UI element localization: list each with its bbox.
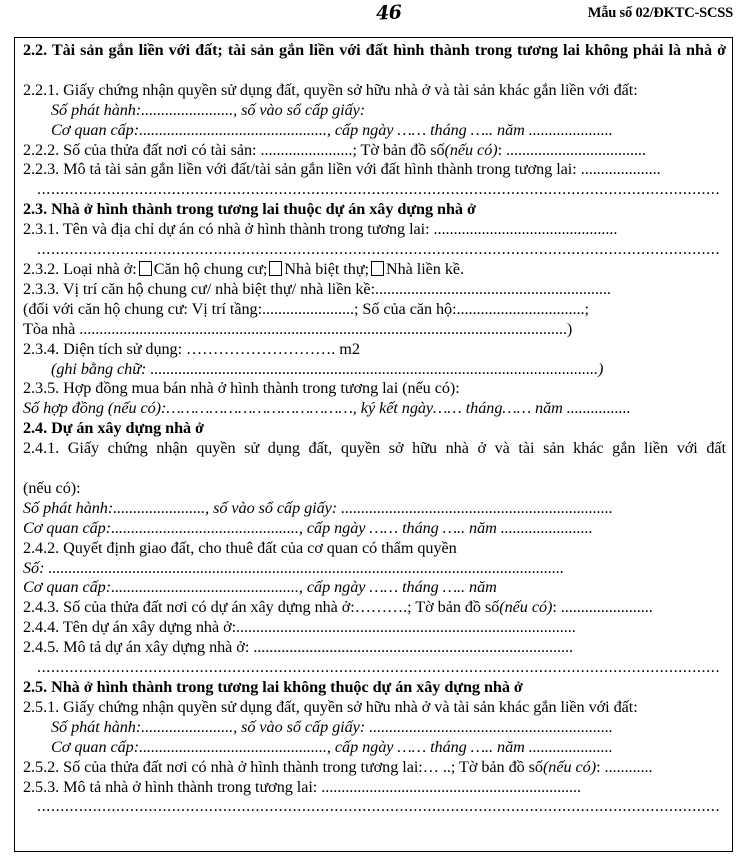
item-2-2-1-issue-number: Số phát hành:......................., số vào sổ cấp giấy:	[51, 100, 366, 119]
item-2-3-5: 2.3.5. Hợp đồng mua bán nhà ở hình thành trong tương lai (nếu có):	[23, 379, 460, 398]
housing-type-option-townhouse[interactable]	[369, 260, 464, 278]
item-2-3-3-apartment-detail: (đối với căn hộ chung cư: Vị trí tầng:.......................; Số của căn hộ:................................;	[23, 299, 589, 318]
item-2-2-2-text: 2.2.2. Số của thửa đất nơi có tài sản: .......................; Tờ bản đồ số	[23, 140, 445, 159]
item-2-5-2-optional-note: (nếu có)	[542, 757, 597, 776]
item-2-3-3: 2.3.3. Vị trí căn hộ chung cư/ nhà biệt thự/ nhà liền kề:...........................................................	[23, 279, 611, 298]
item-2-2-3-continuation-dots: ...................................................................................................................................................	[37, 180, 721, 199]
checkbox-townhouse-icon[interactable]	[371, 261, 384, 276]
item-2-4-3-dots: : .......................	[552, 598, 653, 617]
item-2-2-2-optional-note: (nếu có)	[444, 140, 498, 159]
item-2-5-2-text: 2.5.2. Số của thửa đất nơi có nhà ở hình thành trong tương lai:… ..; Tờ bản đồ số	[23, 757, 543, 776]
item-2-2-1-issuing-authority: Cơ quan cấp:..............................................., cấp ngày …… tháng ….. năm .....................	[51, 120, 613, 139]
item-2-2-2-dots: : ...................................	[497, 140, 646, 159]
section-2-2-heading: 2.2. Tài sản gắn liền với đất; tài sản gắn liền với đất hình thành trong tương lai không phải là nhà ở	[23, 41, 726, 59]
checkbox-apartment-icon[interactable]	[139, 261, 152, 276]
item-2-4-5: 2.4.5. Mô tả dự án xây dựng nhà ở: ................................................................................	[23, 638, 574, 657]
item-2-3-2	[23, 260, 726, 280]
item-2-5-2-dots: : ............	[596, 757, 653, 776]
housing-type-apartment-label: Căn hộ chung cư;	[153, 259, 268, 278]
form-code-label: Mẫu số 02/ĐKTC-SCSS	[587, 5, 733, 21]
item-2-5-3: 2.5.3. Mô tả nhà ở hình thành trong tương lai: .................................................................	[23, 777, 582, 796]
item-2-4-3-optional-note: (nếu có)	[499, 598, 553, 617]
item-2-3-3-building: Tòa nhà ..........................................................................................................................)	[23, 319, 573, 338]
item-2-5-3-continuation-dots: ...................................................................................................................................................	[37, 797, 721, 816]
section-2-4-heading: 2.4. Dự án xây dựng nhà ở	[23, 419, 204, 438]
item-2-5-2	[23, 758, 726, 778]
item-2-5-1: 2.5.1. Giấy chứng nhận quyền sử dụng đất, quyền sở hữu nhà ở và tài sản khác gắn liền với đất:	[23, 697, 638, 716]
housing-type-option-villa[interactable]	[267, 260, 369, 278]
item-2-2-1: 2.2.1. Giấy chứng nhận quyền sử dụng đất, quyền sở hữu nhà ở và tài sản khác gắn liền với đất:	[23, 80, 638, 99]
page-header	[0, 0, 747, 33]
housing-type-villa-label: Nhà biệt thự;	[284, 259, 369, 278]
item-2-4-1-issue-number: Số phát hành:......................., số vào sổ cấp giấy: ....................................................................	[23, 498, 613, 517]
item-2-2-2	[23, 141, 726, 161]
item-2-4-1-issuing-authority: Cơ quan cấp:..............................................., cấp ngày …… tháng ….. năm .......................	[23, 518, 593, 537]
item-2-5-1-issuing-authority: Cơ quan cấp:..............................................., cấp ngày …… tháng ….. năm .....................	[51, 737, 613, 756]
section-2-5-heading: 2.5. Nhà ở hình thành trong tương lai không thuộc dự án xây dựng nhà ở	[23, 678, 523, 696]
housing-type-townhouse-label: Nhà liền kề.	[385, 259, 465, 278]
item-2-3-5-contract-number: Số hợp đồng (nếu có):…………………………………, ký kết ngày…… tháng…… năm ................	[23, 399, 631, 418]
checkbox-villa-icon[interactable]	[269, 261, 282, 276]
item-2-4-3	[23, 598, 726, 618]
item-2-3-2-label: 2.3.2. Loại nhà ở:	[23, 259, 137, 278]
section-2-3-heading: 2.3. Nhà ở hình thành trong tương lai thuộc dự án xây dựng nhà ở	[23, 200, 476, 219]
item-2-3-1: 2.3.1. Tên và địa chỉ dự án có nhà ở hình thành trong tương lai: ..............................................	[23, 220, 618, 239]
item-2-3-4: 2.3.4. Diện tích sử dụng: ………………………. m2	[23, 339, 360, 358]
item-2-4-2: 2.4.2. Quyết định giao đất, cho thuê đất của cơ quan có thẩm quyền	[23, 538, 457, 557]
item-2-5-1-issue-number: Số phát hành:......................., số vào sổ cấp giấy: .............................................................	[51, 717, 613, 736]
form-content-box	[14, 37, 733, 852]
item-2-2-3: 2.2.3. Mô tả tài sản gắn liền với đất/tài sản gắn liền với đất hình thành trong tương lai: ....................	[23, 160, 661, 179]
page-number: 46	[375, 1, 403, 25]
item-2-4-5-continuation-dots: ...................................................................................................................................................	[37, 658, 721, 677]
item-2-4-2-issuing-authority: Cơ quan cấp:..............................................., cấp ngày …… tháng ….. năm	[23, 578, 497, 597]
item-2-4-2-number: Số: .................................................................................................................................	[23, 558, 565, 577]
item-2-4-1: 2.4.1. Giấy chứng nhận quyền sử dụng đất, quyền sở hữu nhà ở và tài sản khác gắn liền với đất	[23, 439, 726, 458]
item-2-3-4-in-words: (ghi bằng chữ: ................................................................................................................)	[51, 359, 604, 378]
item-2-4-1-optional-note: (nếu có):	[23, 478, 81, 497]
housing-type-option-apartment[interactable]	[137, 260, 268, 278]
item-2-3-1-continuation-dots: ...................................................................................................................................................	[37, 240, 721, 259]
item-2-4-3-text: 2.4.3. Số của thửa đất nơi có dự án xây dựng nhà ở:……….; Tờ bản đồ số	[23, 598, 500, 617]
item-2-4-4: 2.4.4. Tên dự án xây dựng nhà ở:.....................................................................................	[23, 618, 576, 637]
